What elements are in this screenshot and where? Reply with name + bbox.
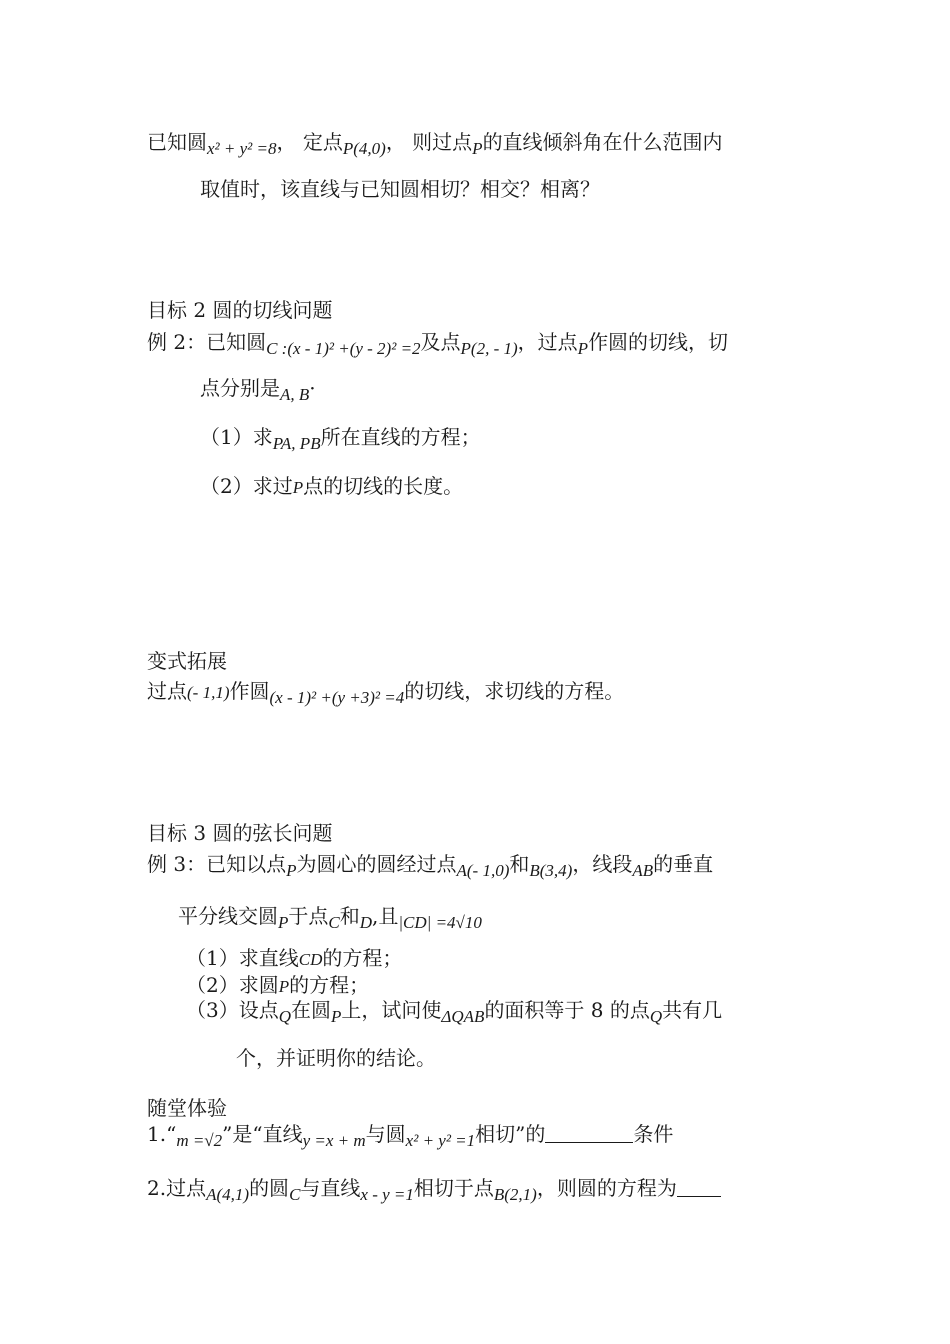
text: 已知圆 (147, 130, 207, 154)
math-p: P (286, 861, 297, 880)
math-cd-length: |CD| =4√10 (398, 913, 482, 932)
text: （1）求直线 (186, 946, 299, 970)
math-p: P (292, 478, 304, 497)
text: 例 2：已知圆 (147, 330, 267, 354)
text: 相切于点 (413, 1176, 494, 1200)
text: 为圆心的圆经过点 (296, 852, 457, 876)
math-c: C (289, 1185, 301, 1204)
math-line-eq: x - y =1 (360, 1185, 414, 1204)
text: 的方程； (322, 946, 403, 970)
text: 相切”的 (475, 1122, 546, 1146)
text: 平分线交圆 (178, 904, 278, 928)
text: 的方程； (289, 973, 370, 997)
text: 作圆 (229, 679, 270, 703)
math-point-a: A(4,1) (206, 1185, 250, 1204)
text: ，过点 (517, 330, 578, 354)
example3-q3-line2: 个，并证明你的结论。 (236, 1046, 436, 1070)
text: 及点 (420, 330, 461, 354)
math-circle-eq: x² + y² =8 (207, 139, 277, 158)
text: 与圆 (365, 1122, 406, 1146)
example2-line1 (147, 328, 728, 363)
text: ”是“直线 (222, 1122, 303, 1146)
math-p: P (577, 339, 589, 358)
text: ， 则过点 (385, 130, 473, 154)
problem1-line2: 取值时，该直线与已知圆相切？相交？相离？ (200, 177, 600, 201)
variant-title: 变式拓展 (147, 649, 227, 673)
text: 的垂直 (653, 852, 714, 876)
example3-q1 (186, 944, 402, 974)
math-c: C (328, 913, 340, 932)
variant-line (147, 677, 624, 712)
text: （2）求圆 (186, 973, 279, 997)
text: 作圆的切线，切 (588, 330, 729, 354)
practice-item2 (147, 1174, 721, 1209)
text: 于点 (288, 904, 329, 928)
answer-blank[interactable] (545, 1122, 633, 1143)
text: 与直线 (300, 1176, 361, 1200)
text: 例 3：已知以点 (147, 852, 287, 876)
text: 点分别是 (200, 376, 280, 400)
practice-item1 (147, 1120, 673, 1155)
math-q: Q (649, 1007, 663, 1026)
text: 的切线，求切线的方程。 (404, 679, 625, 703)
math-q: Q (278, 1007, 292, 1026)
text: （3）设点 (186, 998, 279, 1022)
text: 和 (509, 852, 530, 876)
math-circle-eq: x² + y² =1 (405, 1131, 476, 1150)
text: 条件 (633, 1122, 674, 1146)
example3-line2 (178, 902, 482, 937)
text: 和 (339, 904, 360, 928)
text: · (309, 376, 316, 400)
example2-q1 (200, 423, 481, 458)
math-point-b: B(3,4) (529, 861, 573, 880)
math-line-eq: y =x + m (302, 1131, 366, 1150)
math-point-p: P(4,0) (342, 139, 386, 158)
text: ,且 (372, 904, 399, 928)
text: 在圆 (291, 998, 332, 1022)
math-ab: A, B (280, 385, 310, 404)
problem1-line1 (147, 128, 723, 163)
text: 点的切线的长度。 (303, 474, 464, 498)
math-circle-eq: (x - 1)² +(y +3)² =4 (269, 688, 405, 707)
text: （2）求过 (200, 474, 293, 498)
math-pa-pb: PA, PB (272, 434, 321, 453)
math-circle-c: C :(x - 1)² +(y - 2)² =2 (266, 339, 421, 358)
text: 过点 (147, 679, 187, 703)
goal3-title: 目标 3 圆的弦长问题 (147, 821, 333, 845)
math-point-b: B(2,1) (493, 1185, 537, 1204)
text: ， 定点 (276, 130, 343, 154)
text: 上，试问使 (341, 998, 442, 1022)
math-point-a: A(- 1,0) (456, 861, 510, 880)
math-triangle-qab: ΔQAB (441, 1007, 485, 1026)
math-m-value: m =√2 (176, 1131, 223, 1150)
text: 2.过点 (147, 1176, 207, 1200)
math-p: P (331, 1007, 342, 1026)
example3-q3 (186, 996, 722, 1031)
text: （1）求 (200, 425, 273, 449)
math-point-p: P(2, - 1) (460, 339, 518, 358)
example2-q2 (200, 472, 463, 502)
practice-title: 随堂体验 (147, 1096, 227, 1120)
text: 的直线倾斜角在什么范围内 (482, 130, 723, 154)
math-point: (- 1,1) (187, 683, 230, 702)
math-p: P (472, 139, 483, 158)
math-p: P (278, 977, 290, 996)
goal2-title: 目标 2 圆的切线问题 (147, 298, 333, 322)
example3-line1 (147, 850, 713, 885)
math-p: P (278, 913, 289, 932)
answer-blank[interactable] (677, 1176, 721, 1197)
text: 的圆 (249, 1176, 290, 1200)
math-cd: CD (298, 950, 323, 969)
text: 1.“ (147, 1122, 177, 1146)
example2-line2 (200, 374, 316, 409)
text: 所在直线的方程； (320, 425, 481, 449)
text: 的面积等于 8 的点 (484, 998, 650, 1022)
math-d: D (359, 913, 373, 932)
text: 共有几 (662, 998, 723, 1022)
text: ，则圆的方程为 (536, 1176, 677, 1200)
math-ab: AB (632, 861, 654, 880)
text: ，线段 (572, 852, 633, 876)
